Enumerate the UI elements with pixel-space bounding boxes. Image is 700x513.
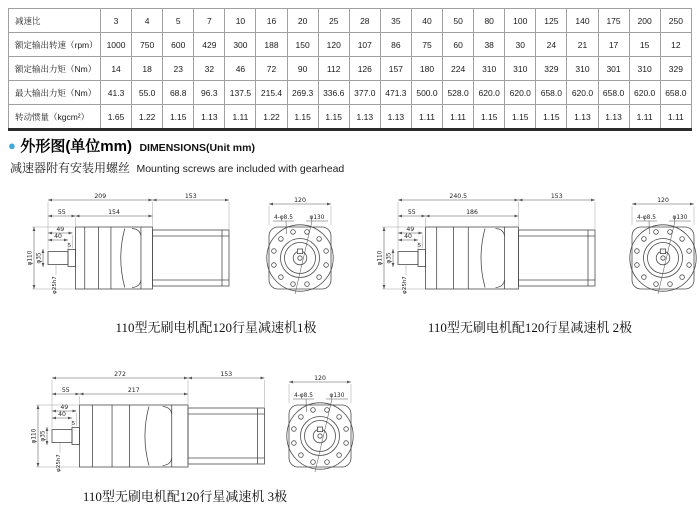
section-title-cn: 外形图(单位mm): [20, 138, 132, 155]
dim-49: 49: [406, 226, 415, 233]
table-cell: 24: [536, 33, 567, 57]
table-cell: 96.3: [194, 81, 225, 105]
table-cell: 38: [474, 33, 505, 57]
table-cell: 620.0: [567, 81, 598, 105]
table-cell: 620.0: [474, 81, 505, 105]
dim-boss-diameter: φ35: [36, 252, 43, 264]
table-cell: 60: [443, 33, 474, 57]
dim-40: 40: [58, 411, 66, 418]
mount-holes-label: 4-φ8.5: [274, 215, 293, 221]
table-cell: 7: [194, 9, 225, 33]
table-cell: 3: [101, 9, 132, 33]
table-cell: 40: [411, 9, 442, 33]
table-cell: 126: [349, 57, 380, 81]
table-cell: 658.0: [660, 81, 691, 105]
side-view: [32, 371, 265, 472]
table-cell: 1.11: [411, 105, 442, 130]
dim-shaft-diameter: φ25h7: [402, 276, 408, 294]
table-cell: 12: [660, 33, 691, 57]
drawing-3pole: [14, 368, 374, 490]
table-cell: 658.0: [598, 81, 629, 105]
dim-flange-size: 120: [314, 375, 326, 382]
table-cell: 1.15: [287, 105, 318, 130]
dim-49: 49: [60, 404, 69, 411]
table-cell: 750: [132, 33, 163, 57]
dim-front-section: 55: [57, 209, 66, 216]
dim-body-diameter: φ110: [377, 250, 384, 266]
dim-total: 272: [114, 371, 126, 378]
table-row: [9, 57, 692, 81]
dim-body-diameter: φ110: [27, 250, 34, 266]
dim-40: 40: [404, 233, 412, 240]
table-cell: 1.15: [536, 105, 567, 130]
table-cell: 600: [163, 33, 194, 57]
drawing-1pole: [14, 190, 350, 312]
table-cell: 50: [443, 9, 474, 33]
table-cell: 1.11: [660, 105, 691, 130]
bolt-circle-label: φ130: [309, 215, 325, 221]
table-cell: 120: [318, 33, 349, 57]
table-cell: 471.3: [380, 81, 411, 105]
table-cell: 15: [629, 33, 660, 57]
table-cell: 180: [411, 57, 442, 81]
row-header: 转动惯量（kgcm²）: [9, 105, 101, 130]
table-cell: 1.65: [101, 105, 132, 130]
table-cell: 14: [101, 57, 132, 81]
table-cell: 18: [132, 57, 163, 81]
table-cell: 107: [349, 33, 380, 57]
table-cell: 1.15: [505, 105, 536, 130]
table-cell: 1.13: [598, 105, 629, 130]
dim-49: 49: [56, 226, 65, 233]
table-cell: 68.8: [163, 81, 194, 105]
table-cell: 658.0: [536, 81, 567, 105]
side-view: [378, 193, 596, 294]
front-view: [630, 197, 696, 294]
table-cell: 1.13: [380, 105, 411, 130]
row-header: 最大输出力矩（Nm）: [9, 81, 101, 105]
table-cell: 175: [598, 9, 629, 33]
spec-table: [8, 8, 692, 131]
dim-gearhead-length: 217: [127, 387, 140, 394]
dim-5: 5: [71, 421, 76, 427]
table-cell: 28: [349, 9, 380, 33]
table-cell: 72: [256, 57, 287, 81]
drawing-2pole: [358, 190, 700, 312]
table-cell: 30: [505, 33, 536, 57]
section-note-en: Mounting screws are included with gearhead: [136, 163, 345, 175]
table-cell: 41.3: [101, 81, 132, 105]
bolt-circle-label: φ130: [329, 393, 345, 399]
table-cell: 310: [505, 57, 536, 81]
table-cell: 301: [598, 57, 629, 81]
dim-flange-size: 120: [294, 197, 306, 204]
dim-body-diameter: φ110: [31, 428, 38, 444]
table-cell: 21: [567, 33, 598, 57]
section-note-cn: 减速器附有安装用螺丝: [10, 161, 131, 175]
row-header: 额定输出力矩（Nm）: [9, 57, 101, 81]
table-cell: 500.0: [411, 81, 442, 105]
row-header: 额定输出转速（rpm）: [9, 33, 101, 57]
caption-3pole: 110型无刷电机配120行星减速机 3极: [82, 489, 288, 504]
table-cell: 188: [256, 33, 287, 57]
dim-shaft-diameter: φ25h7: [52, 276, 58, 294]
bolt-circle-label: φ130: [672, 215, 688, 221]
table-cell: 200: [629, 9, 660, 33]
table-cell: 112: [318, 57, 349, 81]
dim-total: 240.5: [449, 193, 468, 200]
dim-gearhead-length: 154: [108, 209, 120, 216]
dim-boss-diameter: φ35: [386, 252, 393, 264]
table-cell: 224: [443, 57, 474, 81]
table-cell: 377.0: [349, 81, 380, 105]
table-cell: 215.4: [256, 81, 287, 105]
table-cell: 336.6: [318, 81, 349, 105]
table-cell: 1.22: [256, 105, 287, 130]
table-cell: 17: [598, 33, 629, 57]
front-view: [287, 375, 353, 472]
dim-5: 5: [417, 243, 422, 249]
front-view: [267, 197, 333, 294]
dim-motor-length: 153: [220, 371, 233, 378]
table-cell: 1.13: [194, 105, 225, 130]
table-cell: 300: [225, 33, 256, 57]
table-cell: 150: [287, 33, 318, 57]
caption-1pole: 110型无刷电机配120行星减速机1极: [115, 320, 317, 335]
table-cell: 23: [163, 57, 194, 81]
section-heading: [8, 135, 255, 156]
table-cell: 25: [318, 9, 349, 33]
table-cell: 528.0: [443, 81, 474, 105]
caption-2pole: 110型无刷电机配120行星减速机 2极: [427, 320, 633, 335]
table-cell: 1.11: [629, 105, 660, 130]
table-cell: 157: [380, 57, 411, 81]
table-cell: 1.22: [132, 105, 163, 130]
table-cell: 329: [536, 57, 567, 81]
table-cell: 1.15: [318, 105, 349, 130]
dim-flange-size: 120: [657, 197, 669, 204]
dim-shaft-diameter: φ25h7: [56, 454, 62, 472]
table-cell: 80: [474, 9, 505, 33]
dim-5: 5: [67, 243, 72, 249]
mount-holes-label: 4-φ8.5: [637, 215, 656, 221]
keyway: [660, 249, 665, 254]
table-cell: 140: [567, 9, 598, 33]
table-cell: 1.13: [349, 105, 380, 130]
dim-front-section: 55: [61, 387, 70, 394]
table-cell: 10: [225, 9, 256, 33]
table-cell: 100: [505, 9, 536, 33]
table-cell: 35: [380, 9, 411, 33]
dim-motor-length: 153: [550, 193, 563, 200]
table-cell: 250: [660, 9, 691, 33]
table-cell: 5: [163, 9, 194, 33]
table-cell: 429: [194, 33, 225, 57]
table-cell: 125: [536, 9, 567, 33]
table-cell: 75: [411, 33, 442, 57]
row-header: 减速比: [9, 9, 101, 33]
table-cell: 620.0: [505, 81, 536, 105]
bullet-icon: ●: [8, 138, 16, 153]
table-cell: 310: [629, 57, 660, 81]
dim-gearhead-length: 186: [466, 209, 478, 216]
table-cell: 86: [380, 33, 411, 57]
table-cell: 310: [474, 57, 505, 81]
table-row: [9, 81, 692, 105]
section-title-en: DIMENSIONS(Unit mm): [139, 142, 255, 154]
table-cell: 137.5: [225, 81, 256, 105]
dim-40: 40: [54, 233, 62, 240]
table-cell: 46: [225, 57, 256, 81]
table-cell: 32: [194, 57, 225, 81]
dim-motor-length: 153: [184, 193, 197, 200]
table-row: [9, 33, 692, 57]
table-cell: 1.15: [163, 105, 194, 130]
dim-front-section: 55: [407, 209, 416, 216]
side-view: [28, 193, 230, 294]
table-cell: 329: [660, 57, 691, 81]
table-cell: 1.15: [474, 105, 505, 130]
keyway: [317, 427, 322, 432]
table-cell: 16: [256, 9, 287, 33]
table-row: [9, 9, 692, 33]
dim-boss-diameter: φ35: [40, 430, 47, 442]
table-cell: 1.13: [567, 105, 598, 130]
spec-table-body: [9, 9, 692, 130]
table-cell: 4: [132, 9, 163, 33]
mount-holes-label: 4-φ8.5: [294, 393, 313, 399]
table-cell: 269.3: [287, 81, 318, 105]
section-note: [10, 159, 344, 177]
table-cell: 620.0: [629, 81, 660, 105]
dim-total: 209: [94, 193, 107, 200]
table-cell: 1.11: [443, 105, 474, 130]
table-row: [9, 105, 692, 130]
table-cell: 1000: [101, 33, 132, 57]
keyway: [297, 249, 302, 254]
table-cell: 20: [287, 9, 318, 33]
table-cell: 55.0: [132, 81, 163, 105]
table-cell: 1.11: [225, 105, 256, 130]
table-cell: 310: [567, 57, 598, 81]
table-cell: 90: [287, 57, 318, 81]
